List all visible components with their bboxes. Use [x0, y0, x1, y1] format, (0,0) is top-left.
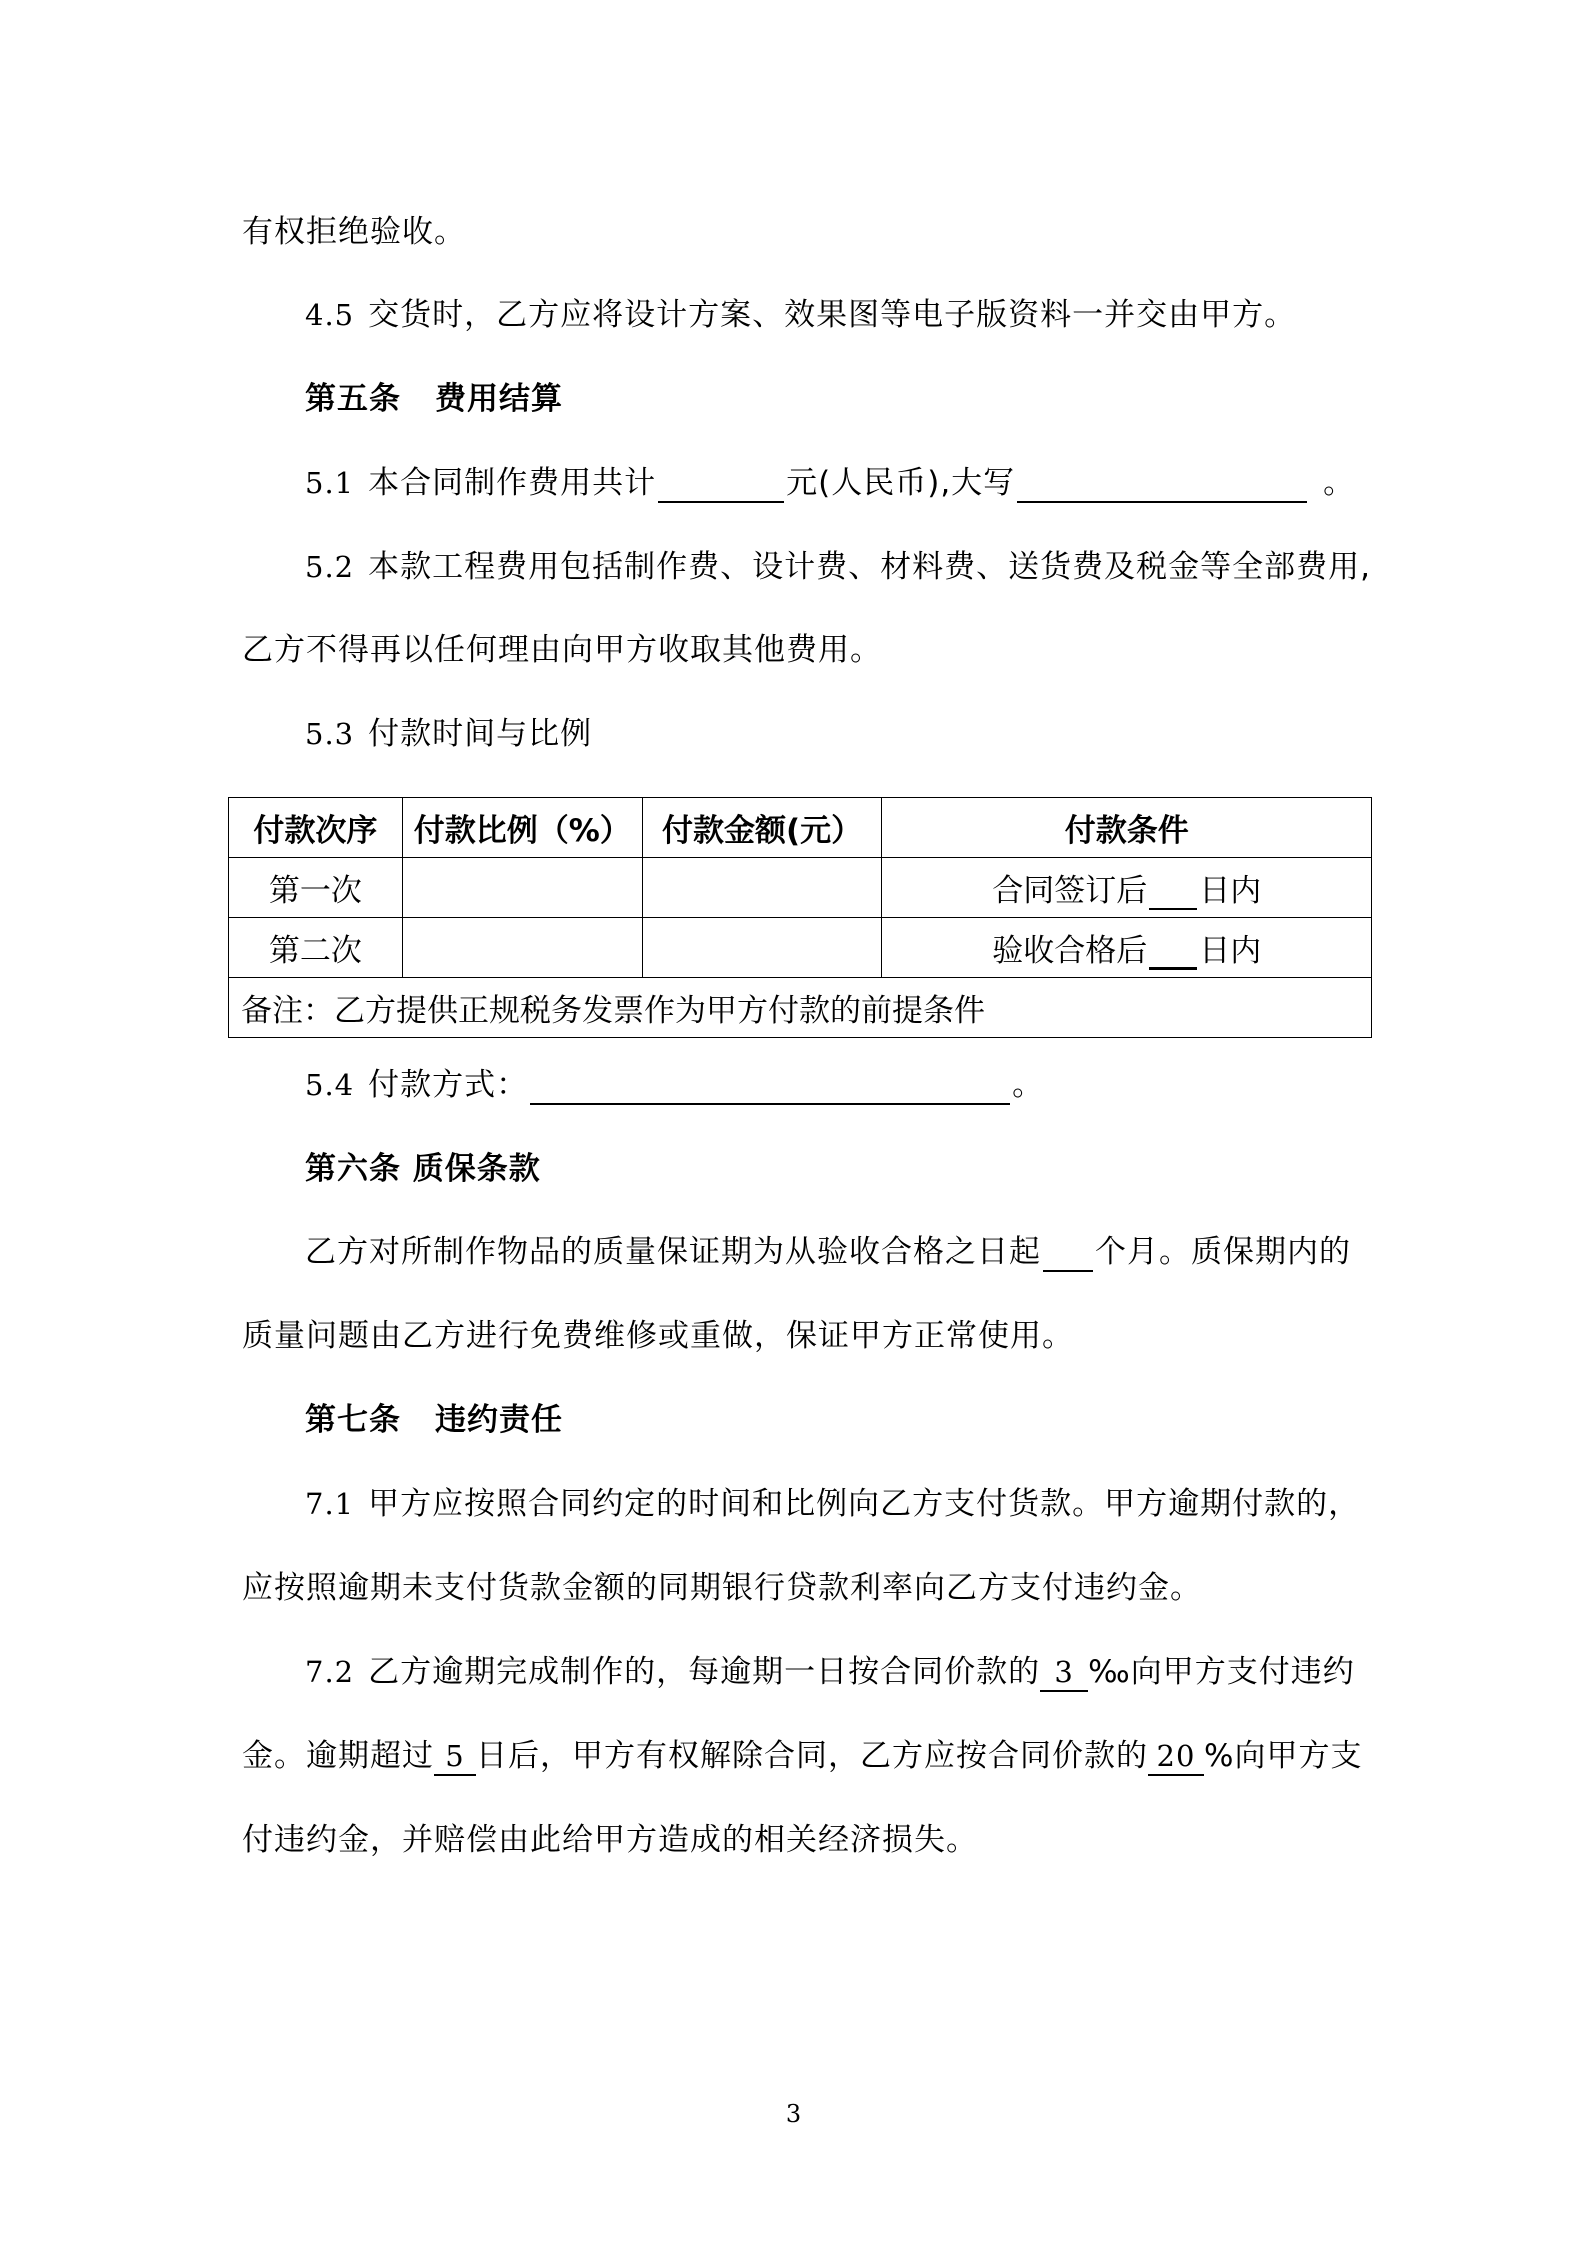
clause-4-5: 4.5 交货时，乙方应将设计方案、效果图等电子版资料一并交由甲方。 [305, 297, 1297, 333]
penalty-percent: 20 [1148, 1738, 1204, 1776]
cell-amount [642, 918, 882, 978]
payment-method-blank [530, 1069, 1010, 1105]
cell-amount [642, 858, 882, 918]
cell-ratio [402, 918, 642, 978]
overdue-days: 5 [434, 1738, 476, 1776]
clause-7-1: 7.1 甲方应按照合同约定的时间和比例向乙方支付货款。甲方逾期付款的， [305, 1486, 1361, 1522]
header-amount: 付款金额(元） [642, 798, 882, 858]
warranty-months-blank [1043, 1236, 1093, 1272]
table-note: 备注：乙方提供正规税务发票作为甲方付款的前提条件 [229, 978, 1372, 1038]
table-row [229, 918, 1372, 978]
page-number: 3 [785, 2100, 802, 2128]
cell-condition: 合同签订后 日内 [882, 858, 1372, 918]
clause-7-2-continuation: 付违约金，并赔偿由此给甲方造成的相关经济损失。 [242, 1822, 978, 1858]
clause-7-1-continuation: 应按照逾期未支付货款金额的同期银行贷款利率向乙方支付违约金。 [242, 1570, 1202, 1606]
table-row [229, 858, 1372, 918]
article-6-continuation: 质量问题由乙方进行免费维修或重做，保证甲方正常使用。 [242, 1318, 1074, 1354]
header-order: 付款次序 [229, 798, 403, 858]
clause-5-2: 5.2 本款工程费用包括制作费、设计费、材料费、送货费及税金等全部费用, [305, 549, 1371, 585]
cell-order: 第二次 [229, 918, 403, 978]
clause-7-2-line-2: 金。逾期超过 5 日后，甲方有权解除合同，乙方应按合同价款的 20 %向甲方支 [242, 1738, 1363, 1774]
daily-penalty-rate: 3 [1040, 1654, 1088, 1692]
clause-5-1: 5.1 本合同制作费用共计 元(人民币),大写 。 [305, 465, 1356, 501]
clause-7-2: 7.2 乙方逾期完成制作的，每逾期一日按合同价款的 3 ‰向甲方支付违约 [305, 1654, 1355, 1690]
payment-table [228, 797, 1372, 1038]
fee-amount-blank [658, 467, 784, 503]
cell-order: 第一次 [229, 858, 403, 918]
clause-5-2-continuation: 乙方不得再以任何理由向甲方收取其他费用。 [242, 632, 882, 668]
paragraph-continuation: 有权拒绝验收。 [242, 214, 466, 250]
fee-words-blank [1017, 467, 1307, 503]
article-6-heading: 第六条 质保条款 [305, 1151, 541, 1187]
article-6-paragraph: 乙方对所制作物品的质量保证期为从验收合格之日起 个月。质保期内的 [305, 1234, 1351, 1270]
cell-ratio [402, 858, 642, 918]
table-note-row [229, 978, 1372, 1038]
header-condition: 付款条件 [882, 798, 1372, 858]
cell-condition: 验收合格后 日内 [882, 918, 1372, 978]
table-header-row [229, 798, 1372, 858]
article-5-heading: 第五条 费用结算 [305, 381, 563, 417]
clause-5-4: 5.4 付款方式： 。 [305, 1067, 1045, 1103]
clause-5-3: 5.3 付款时间与比例 [305, 716, 593, 752]
article-7-heading: 第七条 违约责任 [305, 1402, 563, 1438]
header-ratio: 付款比例（%） [402, 798, 642, 858]
